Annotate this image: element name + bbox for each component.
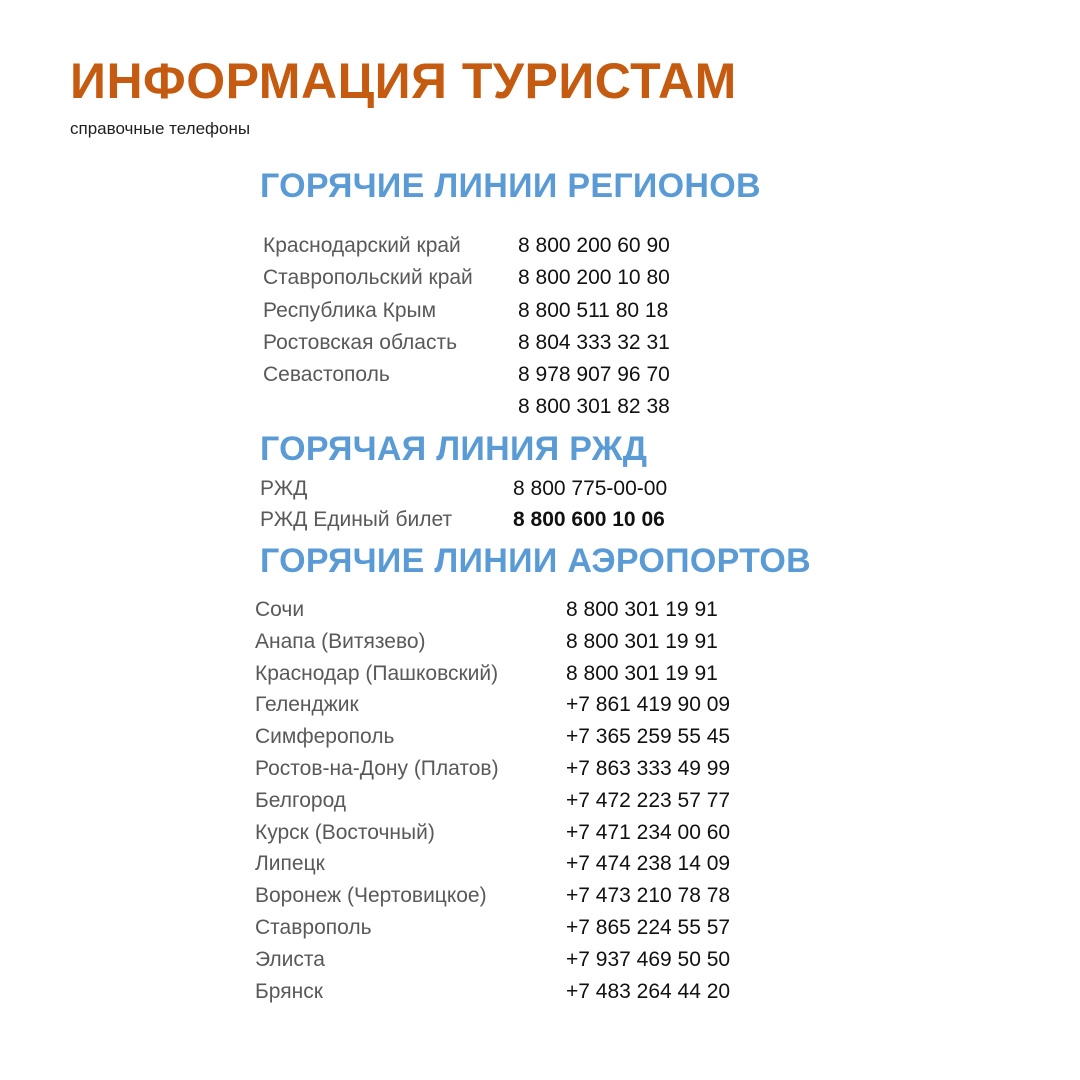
phone-number: 8 800 200 60 90 xyxy=(518,234,670,257)
phone-number: +7 861 419 90 09 xyxy=(566,693,731,717)
phone-row xyxy=(255,818,775,850)
phone-row xyxy=(255,722,775,754)
airport-name: Брянск xyxy=(255,979,323,1003)
phone-number: +7 473 210 78 78 xyxy=(566,884,731,908)
page-title: ИНФОРМАЦИЯ ТУРИСТАМ xyxy=(70,53,737,109)
rzd-phone-list xyxy=(260,474,720,536)
region-name: Ставропольский край xyxy=(263,266,473,290)
phone-number: 8 804 333 32 31 xyxy=(518,330,670,354)
phone-number: 8 800 200 10 80 xyxy=(518,266,670,290)
phone-row xyxy=(255,977,775,1009)
phone-number: +7 365 259 55 45 xyxy=(566,725,731,749)
phone-row xyxy=(263,231,723,263)
phone-number: 8 800 511 80 18 xyxy=(518,298,669,322)
section-heading-regions: ГОРЯЧИЕ ЛИНИИ РЕГИОНОВ xyxy=(260,167,761,205)
region-name: Ростовская область xyxy=(263,330,458,354)
service-name: РЖД xyxy=(260,477,308,500)
phone-number: 8 800 301 82 38 xyxy=(518,395,670,419)
airport-name: Элиста xyxy=(255,947,325,971)
phone-row xyxy=(263,360,723,392)
airport-name: Липецк xyxy=(255,852,325,876)
phone-row xyxy=(263,263,723,295)
section-heading-rzd: ГОРЯЧАЯ ЛИНИЯ РЖД xyxy=(260,430,648,468)
phone-row xyxy=(255,659,775,691)
phone-number: +7 472 223 57 77 xyxy=(566,788,731,812)
phone-number: +7 865 224 55 57 xyxy=(566,915,731,939)
phone-number: 8 800 301 19 91 xyxy=(566,598,718,621)
phone-row xyxy=(260,505,720,536)
region-name: Республика Крым xyxy=(263,298,437,322)
airport-name: Белгород xyxy=(255,788,347,812)
airport-name: Симферополь xyxy=(255,725,395,749)
phone-row xyxy=(255,881,775,913)
phone-number: 8 800 301 19 91 xyxy=(566,629,718,653)
phone-row xyxy=(255,945,775,977)
phone-row xyxy=(263,296,723,328)
airport-name: Сочи xyxy=(255,598,305,621)
phone-number: +7 483 264 44 20 xyxy=(566,979,731,1003)
phone-number: +7 863 333 49 99 xyxy=(566,756,731,780)
airports-phone-list xyxy=(255,595,775,1008)
phone-row xyxy=(255,627,775,659)
phone-number: +7 471 234 00 60 xyxy=(566,820,731,844)
phone-number: 8 800 775-00-00 xyxy=(513,477,668,500)
airport-name: Геленджик xyxy=(255,693,359,717)
phone-number: 8 800 301 19 91 xyxy=(566,661,718,685)
regions-phone-list xyxy=(263,231,723,425)
phone-row xyxy=(255,786,775,818)
phone-row xyxy=(263,328,723,360)
section-heading-airports: ГОРЯЧИЕ ЛИНИИ АЭРОПОРТОВ xyxy=(260,542,811,580)
airport-name: Анапа (Витязево) xyxy=(255,629,426,653)
phone-number: 8 800 600 10 06 xyxy=(513,508,665,531)
phone-number: +7 937 469 50 50 xyxy=(566,947,731,971)
region-name: Севастополь xyxy=(263,363,390,387)
airport-name: Краснодар (Пашковский) xyxy=(255,661,499,685)
airport-name: Воронеж (Чертовицкое) xyxy=(255,884,487,908)
region-name: Краснодарский край xyxy=(263,234,461,257)
phone-row xyxy=(260,474,720,505)
phone-row xyxy=(255,849,775,881)
phone-row xyxy=(255,754,775,786)
phone-row xyxy=(263,392,723,424)
phone-row xyxy=(255,690,775,722)
phone-row xyxy=(255,595,775,627)
phone-row xyxy=(255,913,775,945)
phone-number: 8 978 907 96 70 xyxy=(518,363,670,387)
page-subtitle: справочные телефоны xyxy=(70,119,251,138)
airport-name: Ставрополь xyxy=(255,915,372,939)
airport-name: Курск (Восточный) xyxy=(255,820,435,844)
phone-number: +7 474 238 14 09 xyxy=(566,852,731,876)
service-name: РЖД Единый билет xyxy=(260,508,453,531)
airport-name: Ростов-на-Дону (Платов) xyxy=(255,756,499,780)
